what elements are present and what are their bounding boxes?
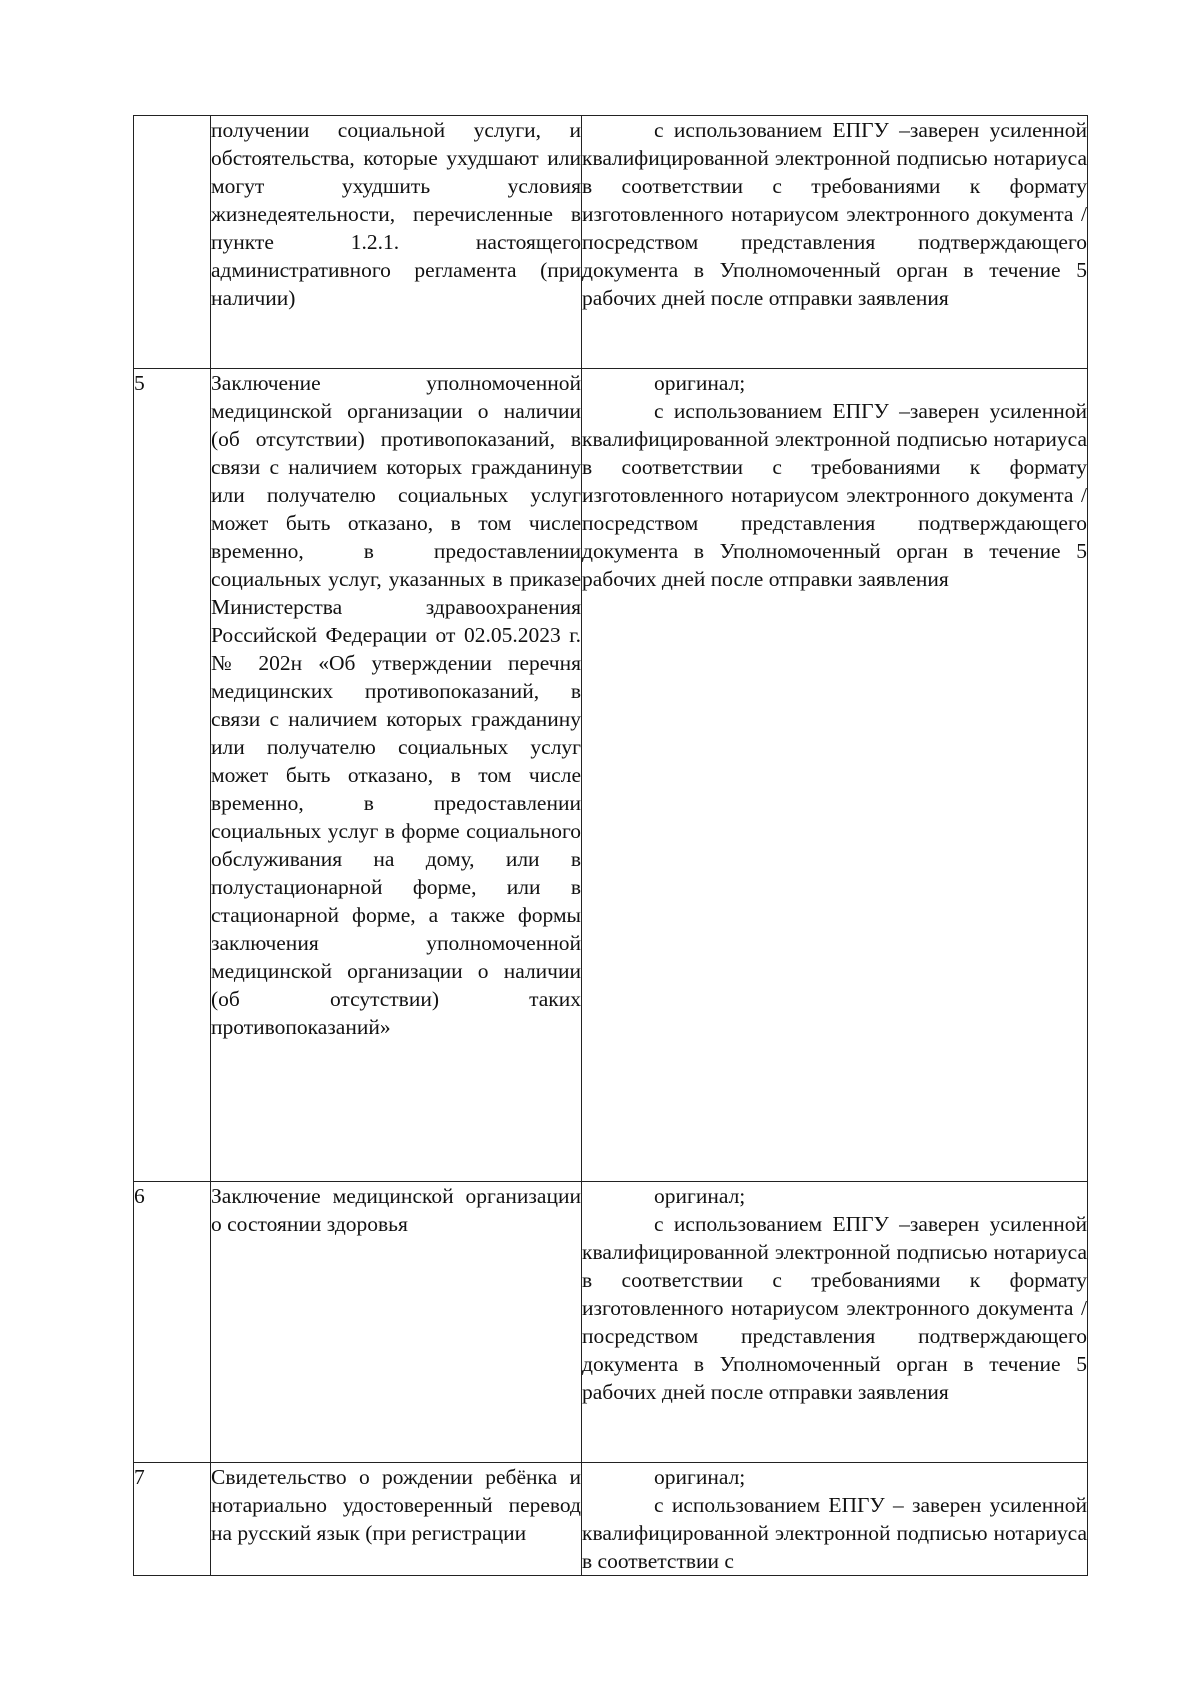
submission-method-original: оригинал;: [654, 371, 746, 395]
table-row: [134, 1182, 1088, 1463]
document-name-cell: [211, 369, 582, 1182]
row-number: 5: [134, 369, 211, 1182]
submission-method-cell: [582, 369, 1088, 1182]
submission-method-text: с использованием ЕПГУ –заверен усиленной квалифицированной электронной подписью нотариуса в соответствии с требованиями к формату изготовленного нотариусом электронного документа / посредством представления подтверждающего документа в Уполномоченный орган в течение 5 рабочих дней после отправки заявления: [582, 118, 1087, 310]
submission-method-text: с использованием ЕПГУ – заверен усиленной квалифицированной электронной подписью нотариуса в соответствии с: [582, 1493, 1087, 1573]
submission-method-original: оригинал;: [654, 1184, 746, 1208]
submission-method-cell: [582, 1463, 1088, 1576]
submission-method-text: с использованием ЕПГУ –заверен усиленной квалифицированной электронной подписью нотариуса в соответствии с требованиями к формату изготовленного нотариусом электронного документа / посредством представления подтверждающего документа в Уполномоченный орган в течение 5 рабочих дней после отправки заявления: [582, 1212, 1087, 1404]
table-row: [134, 369, 1088, 1182]
submission-method-text: с использованием ЕПГУ –заверен усиленной квалифицированной электронной подписью нотариуса в соответствии с требованиями к формату изготовленного нотариусом электронного документа / посредством представления подтверждающего документа в Уполномоченный орган в течение 5 рабочих дней после отправки заявления: [582, 399, 1087, 591]
document-name-cell: [211, 116, 582, 369]
documents-table: [133, 115, 1088, 1576]
table-row: [134, 116, 1088, 369]
submission-method-original: оригинал;: [654, 1465, 746, 1489]
document-name: Заключение медицинской организации о состоянии здоровья: [211, 1184, 581, 1236]
document-name: Заключение уполномоченной медицинской организации о наличии (об отсутствии) противопоказаний, в связи с наличием которых гражданину или получателю социальных услуг может быть отказано, в том числе временно, в предоставлении социальных услуг, указанных в приказе Министерства здравоохранения Российской Федерации от 02.05.2023 г. № 202н «Об утверждении перечня медицинских противопоказаний, в связи с наличием которых гражданину или получателю социальных услуг может быть отказано, в том числе временно, в предоставлении социальных услуг в форме социального обслуживания на дому, или в полустационарной форме, или в стационарной форме, а также формы заключения уполномоченной медицинской организации о наличии (об отсутствии) таких противопоказаний»: [211, 371, 581, 1039]
document-name: Свидетельство о рождении ребёнка и нотариально удостоверенный перевод на русский язык (при регистрации: [211, 1465, 581, 1545]
row-number: [134, 116, 211, 369]
document-name-cell: [211, 1463, 582, 1576]
row-number: 7: [134, 1463, 211, 1576]
document-name: получении социальной услуги, и обстоятельства, которые ухудшают или могут ухудшить условия жизнедеятельности, перечисленные в пункте 1.2.1. настоящего административного регламента (при наличии): [211, 118, 581, 310]
submission-method-cell: [582, 116, 1088, 369]
table-row: [134, 1463, 1088, 1576]
row-number: 6: [134, 1182, 211, 1463]
document-name-cell: [211, 1182, 582, 1463]
submission-method-cell: [582, 1182, 1088, 1463]
